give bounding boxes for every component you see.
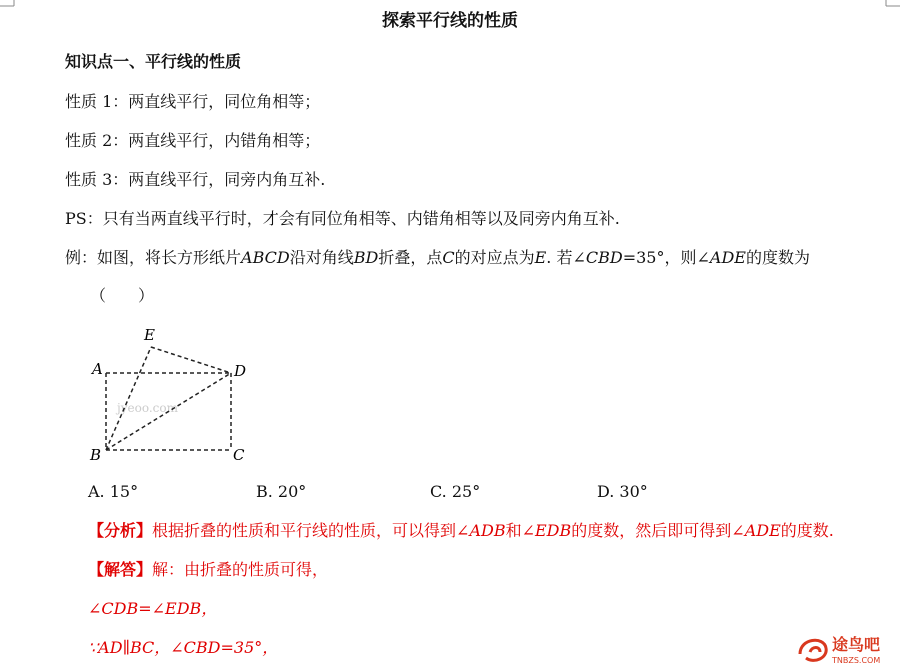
option-a: A. 15° — [88, 482, 139, 501]
example-question: 例：如图，将长方形纸片ABCD沿对角线BD折叠，点C的对应点为E. 若∠CBD=35°，则∠ADE的度数为 — [65, 248, 810, 267]
option-c: C. 25° — [430, 482, 481, 501]
bird-icon — [800, 640, 826, 660]
answer-blank: （ ） — [90, 286, 155, 305]
logo-chinese: 途鸟吧 — [832, 635, 881, 654]
property-1: 性质 1：两直线平行，同位角相等； — [65, 92, 321, 111]
logo-domain: TNBZS.COM — [832, 656, 881, 665]
figure-watermark: jyeoo.com — [117, 401, 178, 415]
point-label-d: D — [234, 362, 247, 380]
geometry-figure — [85, 320, 265, 470]
point-label-c: C — [233, 446, 245, 464]
site-logo — [796, 632, 896, 668]
property-3: 性质 3：两直线平行，同旁内角互补. — [65, 170, 326, 189]
option-d: D. 30° — [597, 482, 648, 501]
analysis-paragraph: 【分析】根据折叠的性质和平行线的性质，可以得到∠ADB和∠EDB的度数，然后即可得到∠ADE的度数. — [88, 521, 834, 540]
page-title: 探索平行线的性质 — [382, 11, 518, 31]
logo-graphic — [796, 632, 896, 668]
property-2: 性质 2：两直线平行，内错角相等； — [65, 131, 321, 150]
point-label-a: A — [92, 360, 103, 378]
solution-line-1: 【解答】解：由折叠的性质可得， — [88, 560, 329, 579]
solution-line-2: ∠CDB=∠EDB， — [88, 599, 218, 618]
edge-be — [106, 347, 151, 450]
section-heading: 知识点一、平行线的性质 — [65, 52, 242, 71]
solution-line-3: ∵AD∥BC，∠CBD=35°， — [88, 638, 279, 657]
option-b: B. 20° — [256, 482, 307, 501]
edge-ed — [151, 347, 231, 373]
point-label-b: B — [90, 446, 102, 464]
point-label-e: E — [144, 326, 155, 344]
ps-note: PS：只有当两直线平行时，才会有同位角相等、内错角相等以及同旁内角互补. — [65, 209, 620, 228]
